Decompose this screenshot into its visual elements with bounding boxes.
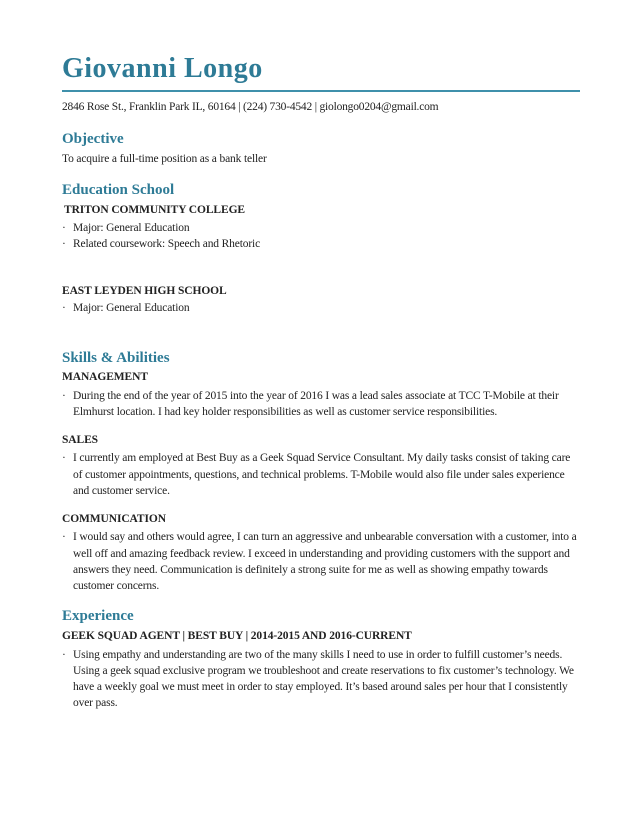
skill-group-list — [62, 529, 580, 594]
education-heading: Education School — [62, 182, 175, 198]
contact-line: 2846 Rose St., Franklin Park IL, 60164 | (224) 730-4542 | giolongo0204@gmail.com — [62, 101, 439, 113]
list-item: · Related coursework: Speech and Rhetoric — [62, 236, 580, 252]
job-heading: GEEK SQUAD AGENT | BEST BUY | 2014-2015 AND 2016-CURRENT — [62, 629, 412, 642]
bullet-icon: · — [62, 389, 66, 402]
bullet-icon: · — [62, 238, 66, 251]
experience-heading: Experience — [62, 607, 134, 624]
skill-group-title: COMMUNICATION — [62, 513, 166, 526]
bullet-icon: · — [62, 452, 66, 465]
objective-heading: Objective — [62, 131, 124, 147]
skill-group-title: SALES — [62, 434, 98, 447]
list-item: · During the end of the year of 2015 into the year of 2016 I was a lead sales associate at TCC T-Mobile at their Elmhurst location. I had key holder responsibilities as well as customer service responsibilities. — [62, 389, 559, 419]
list-item: · I currently am employed at Best Buy as a Geek Squad Service Consultant. My daily tasks consist of taking care of customer appointments, questions, and technical problems. T-Mobile would also file under sales experience and customer service. — [62, 452, 571, 498]
bullet-icon: · — [62, 301, 66, 314]
school-name: TRITON COMMUNITY COLLEGE — [64, 204, 245, 216]
applicant-name: Giovanni Longo — [62, 53, 263, 84]
skill-group-list — [62, 388, 580, 421]
skill-group-list — [62, 450, 580, 499]
skills-heading: Skills & Abilities — [62, 349, 170, 366]
school-details-list — [62, 220, 580, 253]
job-details-list — [62, 647, 580, 712]
header-divider — [62, 90, 580, 92]
resume-page — [62, 52, 580, 712]
list-item: · Major: General Education — [62, 220, 580, 236]
bullet-icon: · — [62, 222, 66, 234]
list-item: · Major: General Education — [62, 300, 580, 316]
list-item: · I would say and others would agree, I can turn an aggressive and unbearable conversation with a customer, into a well off and amazing feedback review. I exceed in understanding and providing customers with the support and answers they need. Communication is definitely a strong suite for me as well as showing empathy towards customer concerns. — [62, 531, 577, 593]
skill-group-title: MANAGEMENT — [62, 370, 148, 383]
school-details-list — [62, 300, 580, 316]
school-name: EAST LEYDEN HIGH SCHOOL — [62, 284, 227, 297]
bullet-icon: · — [62, 531, 66, 544]
list-item: · Using empathy and understanding are two of the many skills I need to use in order to fulfill customer’s needs. Using a geek squad exclusive program we troubleshoot and create reservations to fix customer’s technology. We have a weekly goal we must meet in order to stay employed. It’s based around sales per hour that I consistently over pass. — [62, 648, 574, 710]
bullet-icon: · — [62, 648, 66, 661]
objective-text: To acquire a full-time position as a bank teller — [62, 153, 267, 165]
